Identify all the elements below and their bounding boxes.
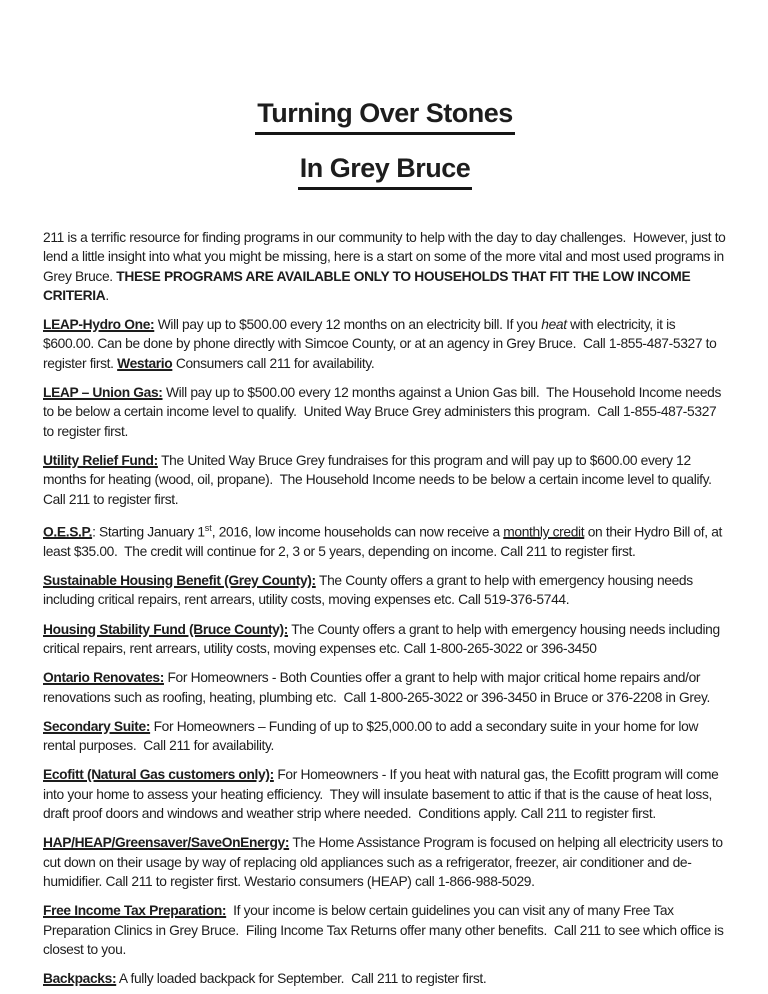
paragraph-sustainable-housing-benefit [43, 571, 727, 610]
document-title-line-2 [43, 152, 727, 190]
text-segment: . [105, 287, 109, 303]
paragraph-leap-hydro-one [43, 315, 727, 373]
text-segment: If your income is below certain guidelines you can visit any of many Free Tax Preparation Clinics in Grey Bruce. Filing Income Tax Returns offer many other benefits. Call 211 to see which office is closest to you. [43, 903, 728, 957]
text-segment: The United Way Bruce Grey fundraises for this program and will pay up to $600.00 every 12 months for heating (wood, oil, propane). The Household Income needs to be below a certain income level to qualify. Call 211 to register first. [43, 452, 716, 507]
text-segment: heat [541, 317, 567, 333]
program-heading: Westario [117, 355, 173, 371]
program-heading: LEAP-Hydro One: [43, 317, 155, 333]
text-segment: Will pay up to $500.00 every 12 months on an electricity bill. If you [154, 317, 542, 333]
text-segment: For Homeowners - If you heat with natural gas, the Ecofitt program will come into your home to assess your heating efficiency. They will insulate basement to attic if that is the cause of heat loss, draft proof doors and windows and weather strip where needed. Conditions apply. Call 211 to register first. [43, 767, 722, 822]
paragraph-leap-union-gas [43, 383, 727, 441]
text-segment: , 2016, low income households can now receive a [211, 524, 504, 540]
paragraph-housing-stability-fund [43, 620, 727, 659]
program-heading: Ontario Renovates: [43, 670, 164, 686]
document-title-text-2: In Grey Bruce [298, 152, 473, 190]
document-title [43, 97, 727, 190]
text-segment: 211 is a terrific resource for finding programs in our community to help with the day to day challenges. However, just to lend a little insight into what you might be missing, here is a start on some of the more vital and most used programs in Grey Bruce. [43, 230, 729, 284]
program-heading: LEAP – Union Gas: [43, 385, 163, 401]
text-segment: For Homeowners – Funding of up to $25,000.00 to add a secondary suite in your home for low rental purposes. Call 211 for availability. [43, 718, 702, 754]
text-segment: For Homeowners - Both Counties offer a grant to help with major critical home repairs and/or renovations such as roofing, heating, plumbing etc. Call 1-800-265-3022 or 396-3450 in Bruce or 376-2208 in Grey. [43, 670, 710, 705]
program-heading: Utility Relief Fund: [43, 452, 158, 468]
program-heading: O.E.S.P. [43, 524, 93, 540]
paragraph-ontario-renovates [43, 668, 727, 707]
text-segment: Will pay up to $500.00 every 12 months against a Union Gas bill. The Household Income needs to be below a certain income level to qualify. United Way Bruce Grey administers this program. Call 1-855-487-5327 to register first. [43, 385, 725, 439]
paragraph-hap-heap [43, 833, 727, 891]
paragraph-intro [43, 228, 727, 305]
program-heading: Backpacks: [43, 971, 117, 987]
text-segment: on their Hydro Bill of, at least $35.00. The credit will continue for 2, 3 or 5 years, depending on income. Call 211 to register first. [43, 524, 726, 559]
paragraph-oesp [43, 519, 727, 561]
document-title-line-1 [43, 97, 727, 135]
program-heading: HAP/HEAP/Greensaver/SaveOnEnergy: [43, 835, 290, 851]
text-segment: st [204, 522, 212, 533]
text-segment: : Starting January 1 [92, 524, 205, 540]
paragraph-secondary-suite [43, 717, 727, 756]
text-segment: monthly credit [503, 524, 585, 540]
program-heading: Secondary Suite: [43, 718, 151, 734]
text-segment: The County offers a grant to help with emergency housing needs including critical repairs, rent arrears, utility costs, moving expenses etc. Call 519-376-5744. [43, 573, 697, 608]
paragraph-free-income-tax-preparation [43, 901, 727, 959]
text-segment: The County offers a grant to help with emergency housing needs including critical repairs, rent arrears, utility costs, moving expenses etc. Call 1-800-265-3022 or 396-3450 [43, 621, 724, 656]
text-segment: with electricity, it is $600.00. Can be done by phone directly with Simcoe County, or at an agency in Grey Bruce. Call 1-855-487-5327 to register first. [43, 317, 720, 371]
program-heading: Free Income Tax Preparation: [43, 903, 227, 919]
paragraph-backpacks [43, 969, 727, 988]
document-body [43, 228, 727, 988]
text-segment: Consumers call 211 for availability. [172, 355, 375, 371]
paragraph-utility-relief-fund [43, 451, 727, 509]
text-segment: A fully loaded backpack for September. Call 211 to register first. [116, 971, 487, 987]
program-heading: Ecofitt (Natural Gas customers only): [43, 767, 274, 783]
paragraph-ecofitt [43, 765, 727, 823]
document-title-text-1: Turning Over Stones [255, 97, 515, 135]
program-heading: Sustainable Housing Benefit (Grey County): [43, 573, 316, 589]
program-heading: Housing Stability Fund (Bruce County): [43, 621, 288, 637]
text-segment: The Home Assistance Program is focused on helping all electricity users to cut down on their usage by way of replacing old appliances such as a refrigerator, freezer, air conditioner and de-humidifier. Call 211 to register first. Westario consumers (HEAP) call 1-866-988-5029. [43, 835, 727, 889]
text-segment: THESE PROGRAMS ARE AVAILABLE ONLY TO HOUSEHOLDS THAT FIT THE LOW INCOME CRITERIA [43, 268, 694, 303]
